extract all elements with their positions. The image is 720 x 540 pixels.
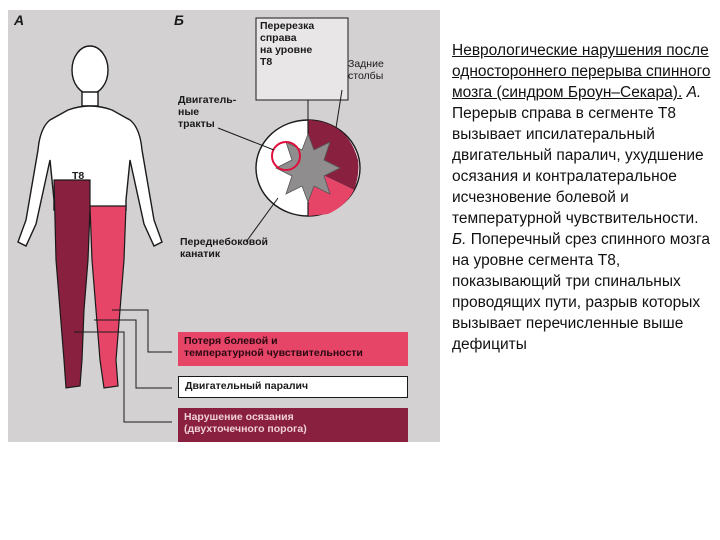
motor-tracts-label: Двигатель- ные тракты bbox=[178, 94, 237, 130]
legend-touch-loss: Нарушение осязания (двухточечного порога) bbox=[178, 408, 408, 442]
t8-label: Т8 bbox=[72, 170, 85, 182]
legend-pain-loss: Потеря болевой и температурной чувствительности bbox=[178, 332, 408, 366]
leader-lines bbox=[74, 310, 172, 422]
legend-motor-paralysis: Двигательный паралич bbox=[178, 376, 408, 398]
panel-a-letter: А bbox=[14, 12, 25, 28]
caption-text bbox=[452, 40, 714, 355]
posterior-columns-label: Задние столбы bbox=[348, 58, 384, 82]
caption-a-letter: А. bbox=[686, 84, 702, 101]
section-label: Перерезка справа на уровне Т8 bbox=[260, 20, 315, 68]
left-leg-touch-loss bbox=[54, 180, 90, 388]
right-leg-pain-loss bbox=[90, 206, 126, 388]
caption-title: Неврологические нарушения после одностороннего перерыва спинного мозга (синдром Броун–Секара). bbox=[452, 42, 711, 101]
caption-b-letter: Б. bbox=[452, 231, 467, 248]
figure-panel bbox=[8, 10, 440, 442]
anterolateral-label: Переднебоковой канатик bbox=[180, 236, 268, 260]
caption-a-text: Перерыв справа в сегменте Т8 вызывает ипсилатеральный двигательный паралич, ухудшение осязания и контралатеральное исчезновение болевой и температурной чувствительности. bbox=[452, 105, 704, 227]
panel-b-letter: Б bbox=[174, 12, 184, 28]
legs bbox=[54, 180, 126, 388]
caption-b-text: Поперечный срез спинного мозга на уровне сегмента Т8, показывающий три спинальных проводящих пути, разрыв которых вызывает перечисленные выше дефициты bbox=[452, 231, 710, 353]
